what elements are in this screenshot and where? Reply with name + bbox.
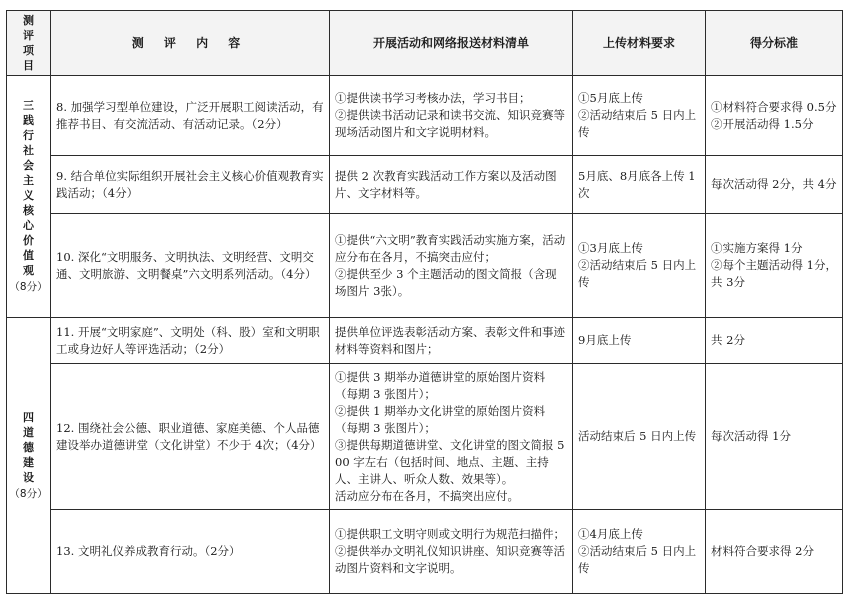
- materials-cell: [330, 318, 573, 364]
- evaluation-table: [6, 10, 843, 594]
- materials-line: 提供单位评选表彰活动方案、表彰文件和事迹材料等资料和图片；: [335, 324, 565, 356]
- evaluation-table-sheet: [6, 10, 842, 575]
- scoring-line: 每次活动得 2分，共 4分: [711, 177, 837, 191]
- header-category: 测评项目: [7, 11, 51, 76]
- header-content: 测 评 内 容: [51, 11, 330, 76]
- scoring-cell: [706, 318, 843, 364]
- scoring-line: ①实施方案得 1分: [711, 241, 803, 255]
- scoring-line: 共 2分: [711, 333, 745, 347]
- materials-cell: [330, 214, 573, 318]
- content-cell: 8. 加强学习型单位建设，广泛开展职工阅读活动，有推荐书目、有交流活动、有活动记录。（2分）: [51, 76, 330, 156]
- scoring-line: ②每个主题活动得 1分，共 3分: [711, 258, 837, 289]
- category-name: 三践行社会主义核心价值观: [23, 99, 34, 277]
- materials-cell: [330, 76, 573, 156]
- header-materials: 开展活动和网络报送材料清单: [330, 11, 573, 76]
- materials-line: ②提供 1 期举办文化讲堂的原始图片资料（每期 3 张图片）；: [335, 403, 546, 435]
- upload-line: ①5月底上传: [578, 91, 643, 105]
- scoring-line: ②开展活动得 1.5分: [711, 116, 814, 131]
- materials-line: ②提供举办文明礼仪知识讲座、知识竞赛等活动图片资料和文字说明。: [335, 544, 565, 575]
- materials-line: ②提供至少 3 个主题活动的图文简报（含现场图片 3张）。: [335, 266, 557, 298]
- materials-line: ①提供“六文明”教育实践活动实施方案，活动应分布在各月，不搞突击应付；: [335, 232, 566, 264]
- materials-line: ①提供 3 期举办道德讲堂的原始图片资料（每期 3 张图片）；: [335, 369, 546, 401]
- table-row-10: [7, 214, 843, 318]
- scoring-cell: [706, 156, 843, 214]
- header-scoring: 得分标准: [706, 11, 843, 76]
- content-cell: 11. 开展“文明家庭”、文明处（科、股）室和文明职工或身边好人等评选活动；（2分）: [51, 318, 330, 364]
- materials-line: ②提供读书活动记录和读书交流、知识竞赛等现场活动图片和文字说明材料。: [335, 108, 565, 139]
- materials-cell: [330, 510, 573, 594]
- upload-cell: [573, 318, 706, 364]
- materials-cell: [330, 156, 573, 214]
- category-name: 四道德建设: [23, 410, 34, 484]
- category-cell-moral-building: [7, 318, 51, 594]
- header-row: [7, 11, 843, 76]
- table-body: [7, 76, 843, 594]
- category-score: （8分）: [9, 487, 48, 500]
- content-cell: 13. 文明礼仪养成教育行动。（2分）: [51, 510, 330, 594]
- upload-line: ①4月底上传: [578, 527, 643, 541]
- upload-line: ②活动结束后 5 日内上传: [578, 544, 697, 575]
- materials-line: ③提供每期道德讲堂、文化讲堂的图文简报 500 字左右（包括时间、地点、主题、主持人、主讲人、听众人数、效果等）。: [335, 437, 565, 486]
- materials-cell: [330, 364, 573, 510]
- upload-cell: [573, 76, 706, 156]
- table-row-11: [7, 318, 843, 364]
- upload-line: 5月底、8月底各上传 1次: [578, 168, 696, 200]
- upload-line: ②活动结束后 5 日内上传: [578, 108, 697, 139]
- category-score: （8分）: [9, 281, 48, 293]
- upload-line: ①3月底上传: [578, 241, 643, 255]
- category-cell-socialist-values: [7, 76, 51, 318]
- scoring-cell: [706, 76, 843, 156]
- table-row-13: [7, 510, 843, 594]
- content-cell: 9. 结合单位实际组织开展社会主义核心价值观教育实践活动；（4分）: [51, 156, 330, 214]
- materials-line: ①提供职工文明守则或文明行为规范扫描件；: [335, 527, 565, 541]
- table-row-12: [7, 364, 843, 510]
- upload-cell: [573, 510, 706, 594]
- materials-line: 提供 2 次教育实践活动工作方案以及活动图片、文字材料等。: [335, 168, 557, 200]
- upload-line: 活动结束后 5 日内上传: [578, 429, 697, 443]
- upload-cell: [573, 156, 706, 214]
- scoring-cell: [706, 364, 843, 510]
- table-row-8: [7, 76, 843, 156]
- scoring-cell: [706, 214, 843, 318]
- scoring-line: 材料符合要求得 2分: [711, 544, 814, 558]
- table-row-9: [7, 156, 843, 214]
- scoring-cell: [706, 510, 843, 594]
- content-cell: 12. 围绕社会公德、职业道德、家庭美德、个人品德建设举办道德讲堂（文化讲堂）不少于 4次；（4分）: [51, 364, 330, 510]
- materials-line: ①提供读书学习考核办法，学习书目；: [335, 91, 531, 105]
- content-cell: 10. 深化“文明服务、文明执法、文明经营、文明交通、文明旅游、文明餐桌”六文明系列活动。（4分）: [51, 214, 330, 318]
- materials-line: 活动应分布在各月，不搞突出应付。: [335, 488, 519, 503]
- upload-line: ②活动结束后 5 日内上传: [578, 258, 697, 289]
- upload-line: 9月底上传: [578, 333, 632, 347]
- header-upload: 上传材料要求: [573, 11, 706, 76]
- scoring-line: 每次活动得 1分: [711, 429, 791, 443]
- upload-cell: [573, 364, 706, 510]
- upload-cell: [573, 214, 706, 318]
- scoring-line: ①材料符合要求得 0.5分: [711, 99, 837, 114]
